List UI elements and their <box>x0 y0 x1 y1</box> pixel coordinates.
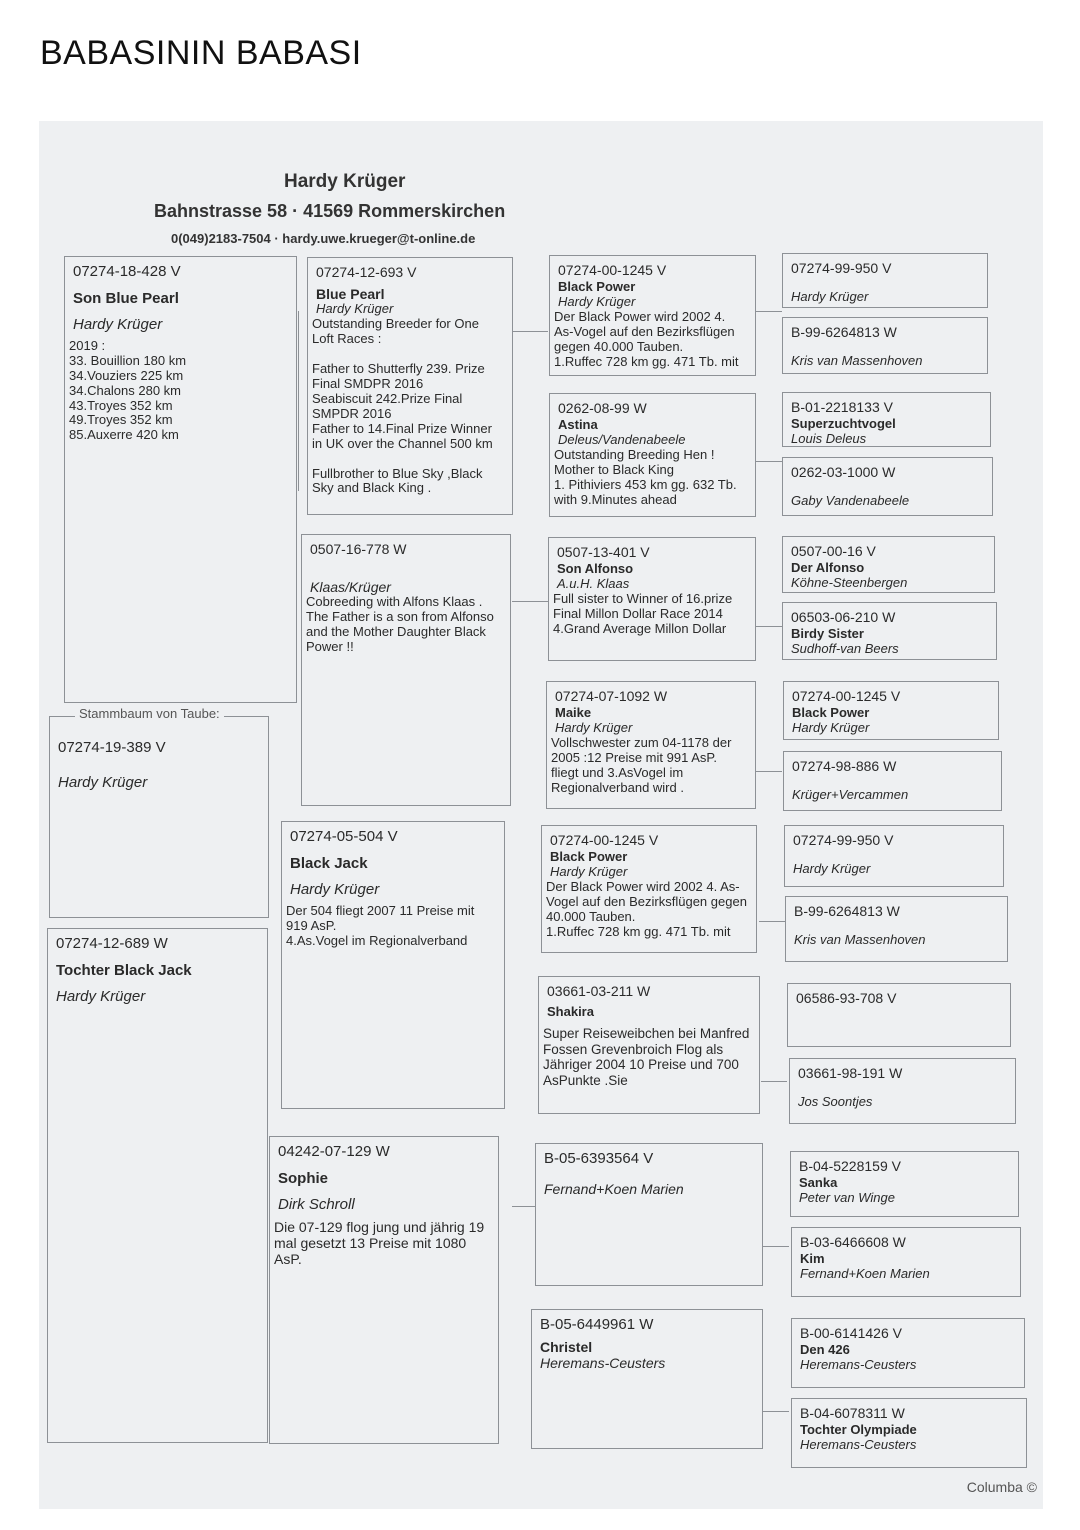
pigeon-name: Black Jack <box>290 855 368 873</box>
pigeon-name: Black Power <box>558 279 636 295</box>
pigeon-g3-3 <box>548 537 756 661</box>
ring-number: 07274-07-1092 W <box>555 688 668 704</box>
ring-number: 07274-98-886 W <box>792 758 897 774</box>
breeder-label: Fernand+Koen Marien <box>544 1181 684 1198</box>
connector-line <box>756 771 782 772</box>
breeder-address: Bahnstrasse 58 · 41569 Rommerskirchen <box>154 201 506 221</box>
pigeon-g4-16 <box>791 1398 1027 1468</box>
breeder-label: Klaas/Krüger <box>310 579 391 596</box>
breeder-label: Kris van Massenhoven <box>794 932 926 948</box>
pigeon-g3-7 <box>535 1143 763 1286</box>
connector-line <box>759 921 785 922</box>
pigeon-name: Son Alfonso <box>557 561 634 577</box>
pigeon-sire <box>49 716 269 918</box>
breeder-label: Peter van Winge <box>799 1190 895 1206</box>
pigeon-notes: Super Reiseweibchen bei Manfred Fossen Grevenbroich Flog als Jähriger 2004 10 Preise und 700 AsPunkte .Sie <box>543 1026 750 1088</box>
ring-number: 0262-08-99 W <box>558 400 647 416</box>
pigeon-name: Christel <box>540 1339 593 1356</box>
ring-number: 03661-98-191 W <box>798 1065 903 1081</box>
connector-line <box>763 1411 789 1412</box>
ring-number: B-03-6466608 W <box>800 1234 906 1250</box>
ring-number: 06586-93-708 V <box>796 990 897 1006</box>
breeder-label: Hardy Krüger <box>550 864 628 880</box>
ring-number: 07274-18-428 V <box>73 263 181 280</box>
pigeon-g2-3 <box>281 821 505 1109</box>
ring-number: B-05-6393564 V <box>544 1150 654 1167</box>
pedigree-sheet <box>39 121 1043 1509</box>
ring-number: 03661-03-211 W <box>547 983 651 999</box>
pigeon-name: Kim <box>800 1251 825 1267</box>
pigeon-subject <box>64 256 297 703</box>
breeder-label: Gaby Vandenabeele <box>791 493 910 509</box>
pigeon-g4-9 <box>784 825 1004 887</box>
breeder-label: Hardy Krüger <box>316 301 394 317</box>
pigeon-name: Den 426 <box>800 1342 850 1358</box>
ring-number: B-01-2218133 V <box>791 399 893 415</box>
breeder-label: Heremans-Ceusters <box>800 1437 917 1453</box>
pigeon-dam <box>47 928 268 1443</box>
pigeon-name: Superzuchtvogel <box>791 416 896 432</box>
pigeon-notes: Der Black Power wird 2002 4. As-Vogel auf den Bezirksflügen gegen 40.000 Tauben. 1.Ruffec 728 km gg. 471 Tb. mit <box>554 308 739 369</box>
breeder-label: Köhne-Steenbergen <box>791 575 908 591</box>
pigeon-notes: Die 07-129 flog jung und jährig 19 mal gesetzt 13 Preise mit 1080 AsP. <box>274 1218 485 1267</box>
breeder-label: Krüger+Vercammen <box>792 787 909 803</box>
breeder-label: A.u.H. Klaas <box>557 576 630 592</box>
breeder-contact: 0(049)2183-7504 · hardy.uwe.krueger@t-online.de <box>171 231 476 246</box>
connector-line <box>756 626 782 627</box>
pigeon-g4-2 <box>782 317 988 374</box>
pigeon-notes: Outstanding Breeder for One Loft Races : Father to Shutterfly 239. Prize Final SMDPR 2016 Seabiscuit 242.Prize Final SMPDR 2016 Father to 14.Final Prize Winner in UK over the Channel 500 km Fullbrother to Blue Sky ,Black Sky and Black King . <box>312 316 493 496</box>
pigeon-name: Maike <box>555 705 592 721</box>
pigeon-name: Der Alfonso <box>791 560 865 576</box>
pigeon-name: Shakira <box>547 1004 594 1020</box>
pigeon-g2-1 <box>307 257 513 515</box>
breeder-label: Hardy Krüger <box>791 289 869 305</box>
ring-number: B-04-6078311 W <box>800 1405 905 1421</box>
connector-line <box>763 1246 789 1247</box>
breeder-label: Fernand+Koen Marien <box>800 1266 930 1282</box>
pigeon-g2-4 <box>269 1136 499 1444</box>
pigeon-notes: Cobreeding with Alfons Klaas . The Father is a son from Alfonso and the Mother Daughter Black Power !! <box>306 594 494 654</box>
ring-number: 0507-16-778 W <box>310 541 407 557</box>
pigeon-g4-12 <box>789 1058 1016 1124</box>
breeder-label: Sudhoff-van Beers <box>791 641 899 657</box>
connector-line <box>756 461 782 462</box>
ring-number: 04242-07-129 W <box>278 1143 390 1160</box>
breeder-label: Deleus/Vandenabeele <box>558 432 686 448</box>
pigeon-g4-1 <box>782 253 988 308</box>
pigeon-g4-15 <box>791 1318 1025 1388</box>
pigeon-g3-5 <box>541 825 757 953</box>
pigeon-notes: Der Black Power wird 2002 4. As-Vogel auf den Bezirksflügen gegen 40.000 Tauben. 1.Ruffec 728 km gg. 471 Tb. mit <box>546 878 747 939</box>
pigeon-g3-1 <box>549 255 756 376</box>
pigeon-g4-11 <box>787 983 1011 1047</box>
page-title: BABASININ BABASI <box>40 34 362 72</box>
pigeon-notes: 2019 : 33. Bouillion 180 km 34.Vouziers 225 km 34.Chalons 280 km 43.Troyes 352 km 49.Troyes 352 km 85.Auxerre 420 km <box>69 337 187 443</box>
ring-number: B-00-6141426 V <box>800 1325 902 1341</box>
pigeon-notes: Der 504 fliegt 2007 11 Preise mit 919 AsP. 4.As.Vogel im Regionalverband <box>286 902 475 948</box>
ring-number: 07274-19-389 V <box>58 739 166 756</box>
breeder-label: Hardy Krüger <box>56 987 146 1005</box>
pigeon-g4-4 <box>782 457 993 516</box>
pigeon-notes: Full sister to Winner of 16.prize Final Millon Dollar Race 2014 4.Grand Average Millon Dollar <box>553 590 733 636</box>
pigeon-g3-6 <box>538 976 760 1114</box>
ring-number: B-99-6264813 W <box>794 903 900 919</box>
pigeon-name: Tochter Olympiade <box>800 1422 917 1438</box>
connector-line <box>512 601 548 602</box>
ring-number: 07274-99-950 V <box>793 832 894 848</box>
pigeon-g3-4 <box>546 681 756 809</box>
ring-number: 07274-00-1245 V <box>550 832 659 848</box>
pigeon-name: Blue Pearl <box>316 286 385 303</box>
ring-number: B-99-6264813 W <box>791 324 897 340</box>
connector-line <box>761 1081 787 1082</box>
pigeon-g4-3 <box>782 392 991 447</box>
stammbaum-label: Stammbaum von Taube: <box>75 706 224 721</box>
pigeon-g4-6 <box>782 602 997 660</box>
breeder-label: Hardy Krüger <box>290 880 380 898</box>
breeder-label: Louis Deleus <box>791 431 867 447</box>
pigeon-name: Son Blue Pearl <box>73 290 179 308</box>
pigeon-g4-13 <box>790 1151 1019 1217</box>
breeder-label: Hardy Krüger <box>558 294 636 310</box>
ring-number: 07274-12-693 V <box>316 264 417 280</box>
ring-number: 07274-12-689 W <box>56 935 168 952</box>
pigeon-g2-2 <box>301 534 511 806</box>
breeder-label: Jos Soontjes <box>798 1094 873 1110</box>
pigeon-g4-8 <box>783 751 1002 811</box>
breeder-name: Hardy Krüger <box>284 171 406 192</box>
pigeon-name: Birdy Sister <box>791 626 864 642</box>
breeder-label: Dirk Schroll <box>278 1195 355 1213</box>
breeder-label: Hardy Krüger <box>555 720 633 736</box>
breeder-label: Kris van Massenhoven <box>791 353 923 369</box>
breeder-label: Hardy Krüger <box>73 315 163 333</box>
ring-number: B-05-6449961 W <box>540 1316 654 1333</box>
pigeon-name: Astina <box>558 417 598 433</box>
pigeon-g4-7 <box>783 681 999 740</box>
pigeon-name: Black Power <box>550 849 628 865</box>
ring-number: 07274-00-1245 V <box>792 688 901 704</box>
ring-number: 07274-99-950 V <box>791 260 892 276</box>
pigeon-name: Sanka <box>799 1175 838 1191</box>
ring-number: 0507-00-16 V <box>791 543 876 559</box>
ring-number: 07274-05-504 V <box>290 828 398 845</box>
breeder-label: Heremans-Ceusters <box>540 1355 666 1372</box>
pigeon-notes: Outstanding Breeding Hen ! Mother to Black King 1. Pithiviers 453 km gg. 632 Tb. with 9.Minutes ahead <box>554 446 737 507</box>
pigeon-name: Sophie <box>278 1170 329 1188</box>
breeder-label: Heremans-Ceusters <box>800 1357 917 1373</box>
pigeon-g4-5 <box>782 536 995 593</box>
pigeon-g4-10 <box>785 896 1008 962</box>
breeder-label: Hardy Krüger <box>793 861 871 877</box>
connector-line <box>756 311 782 312</box>
ring-number: 07274-00-1245 V <box>558 262 667 278</box>
connector-line <box>512 331 548 332</box>
pigeon-name: Tochter Black Jack <box>56 962 192 980</box>
columba-credit: Columba © <box>966 1479 1037 1495</box>
pigeon-name: Black Power <box>792 705 870 721</box>
breeder-label: Hardy Krüger <box>58 774 148 792</box>
ring-number: 06503-06-210 W <box>791 609 896 625</box>
ring-number: 0507-13-401 V <box>557 544 650 560</box>
pigeon-notes: Vollschwester zum 04-1178 der 2005 :12 Preise mit 991 AsP. fliegt und 3.AsVogel im Regionalverband wird . <box>551 734 732 795</box>
connector-line <box>298 311 299 491</box>
breeder-label: Hardy Krüger <box>792 720 870 736</box>
pigeon-g4-14 <box>791 1227 1021 1297</box>
ring-number: 0262-03-1000 W <box>791 464 896 480</box>
pigeon-g3-8 <box>531 1309 763 1449</box>
ring-number: B-04-5228159 V <box>799 1158 901 1174</box>
pigeon-g3-2 <box>549 393 756 517</box>
